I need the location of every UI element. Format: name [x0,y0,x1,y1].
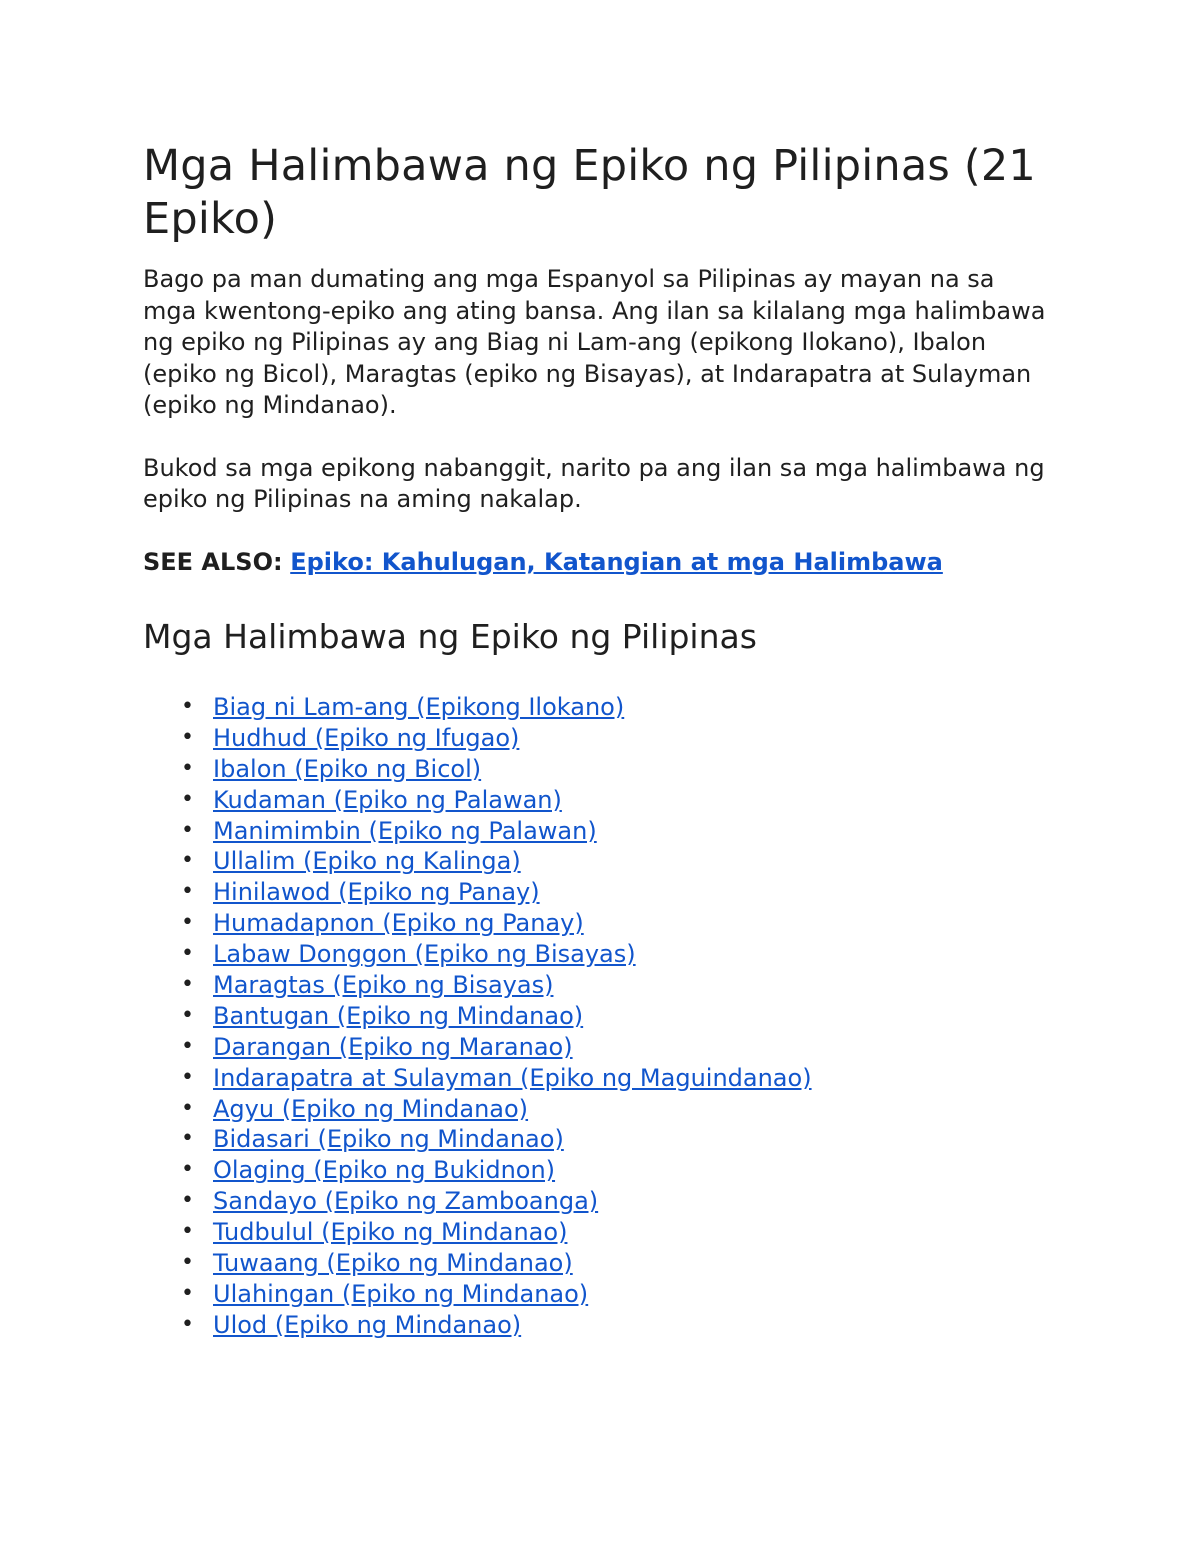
list-item [181,1279,1050,1310]
list-item [181,723,1050,754]
list-item [181,970,1050,1001]
list-item [181,692,1050,723]
list-item [181,754,1050,785]
bullet-icon: • [181,879,194,905]
epic-list [143,692,1050,1341]
bullet-icon: • [181,1250,194,1276]
list-item [181,877,1050,908]
list-item [181,846,1050,877]
epic-link[interactable]: Maragtas (Epiko ng Bisayas) [213,971,554,1000]
epic-link[interactable]: Hudhud (Epiko ng Ifugao) [213,723,520,752]
bullet-icon: • [181,1280,194,1306]
bullet-icon: • [181,848,194,874]
bullet-icon: • [181,1064,194,1090]
second-paragraph: Bukod sa mga epikong nabanggit, narito pa ang ilan sa mga halimbawa ng epiko ng Pilipinas na aming nakalap. [143,453,1045,513]
list-item [181,1124,1050,1155]
list-item [181,1186,1050,1217]
list-item [181,1063,1050,1094]
bullet-icon: • [181,1095,194,1121]
epic-link[interactable]: Manimimbin (Epiko ng Palawan) [213,816,597,845]
list-item [181,1217,1050,1248]
bullet-icon: • [181,1033,194,1059]
epic-link[interactable]: Ibalon (Epiko ng Bicol) [213,754,482,783]
bullet-icon: • [181,1126,194,1152]
epic-link[interactable]: Ulod (Epiko ng Mindanao) [213,1310,522,1339]
bullet-icon: • [181,1219,194,1245]
bullet-icon: • [181,694,194,719]
epic-link[interactable]: Hinilawod (Epiko ng Panay) [213,878,540,907]
epic-link[interactable]: Biag ni Lam-ang (Epikong Ilokano) [213,693,625,721]
list-item [181,908,1050,939]
page-title: Mga Halimbawa ng Epiko ng Pilipinas (21 Epiko) [143,141,1036,244]
list-item [181,785,1050,816]
epic-link[interactable]: Darangan (Epiko ng Maranao) [213,1032,573,1061]
bullet-icon: • [181,972,194,998]
list-item [181,1310,1050,1341]
epic-link[interactable]: Sandayo (Epiko ng Zamboanga) [213,1187,599,1216]
list-item [181,1155,1050,1186]
bullet-icon: • [181,941,194,967]
epic-link[interactable]: Agyu (Epiko ng Mindanao) [213,1094,529,1123]
epic-link[interactable]: Labaw Donggon (Epiko ng Bisayas) [213,940,636,969]
epic-link[interactable]: Kudaman (Epiko ng Palawan) [213,785,562,814]
see-also-label: SEE ALSO: [143,547,283,576]
bullet-icon: • [181,1188,194,1214]
see-also-link[interactable]: Epiko: Kahulugan, Katangian at mga Halimbawa [290,547,943,576]
see-also-line [143,547,1050,579]
bullet-icon: • [181,755,194,781]
bullet-icon: • [181,724,194,750]
list-item [181,939,1050,970]
epic-link[interactable]: Olaging (Epiko ng Bukidnon) [213,1156,556,1185]
epic-link[interactable]: Bidasari (Epiko ng Mindanao) [213,1125,564,1154]
epic-link[interactable]: Ulahingan (Epiko ng Mindanao) [213,1279,589,1308]
bullet-icon: • [181,910,194,936]
bullet-icon: • [181,817,194,843]
epic-link[interactable]: Indarapatra at Sulayman (Epiko ng Maguindanao) [213,1063,812,1092]
list-item [181,1001,1050,1032]
epic-link[interactable]: Humadapnon (Epiko ng Panay) [213,909,584,938]
epic-link[interactable]: Ullalim (Epiko ng Kalinga) [213,847,521,876]
bullet-icon: • [181,1002,194,1028]
list-item [181,816,1050,847]
bullet-icon: • [181,1157,194,1183]
epic-link[interactable]: Tudbulul (Epiko ng Mindanao) [213,1218,568,1247]
list-item [181,1094,1050,1125]
epic-link[interactable]: Bantugan (Epiko ng Mindanao) [213,1001,584,1030]
bullet-icon: • [181,1311,194,1337]
bullet-icon: • [181,786,194,812]
epic-link[interactable]: Tuwaang (Epiko ng Mindanao) [213,1249,573,1278]
intro-paragraph: Bago pa man dumating ang mga Espanyol sa Pilipinas ay mayan na sa mga kwentong-epiko ang ating bansa. Ang ilan sa kilalang mga halimbawa ng epiko ng Pilipinas ay ang Biag ni Lam-ang (epikong Ilokano), Ibalon (epiko ng Bicol), Maragtas (epiko ng Bisayas), at Indarapatra at Sulayman (epiko ng Mindanao). [143,265,1046,419]
list-item [181,1248,1050,1279]
section-heading: Mga Halimbawa ng Epiko ng Pilipinas [143,617,757,656]
list-item [181,1032,1050,1063]
